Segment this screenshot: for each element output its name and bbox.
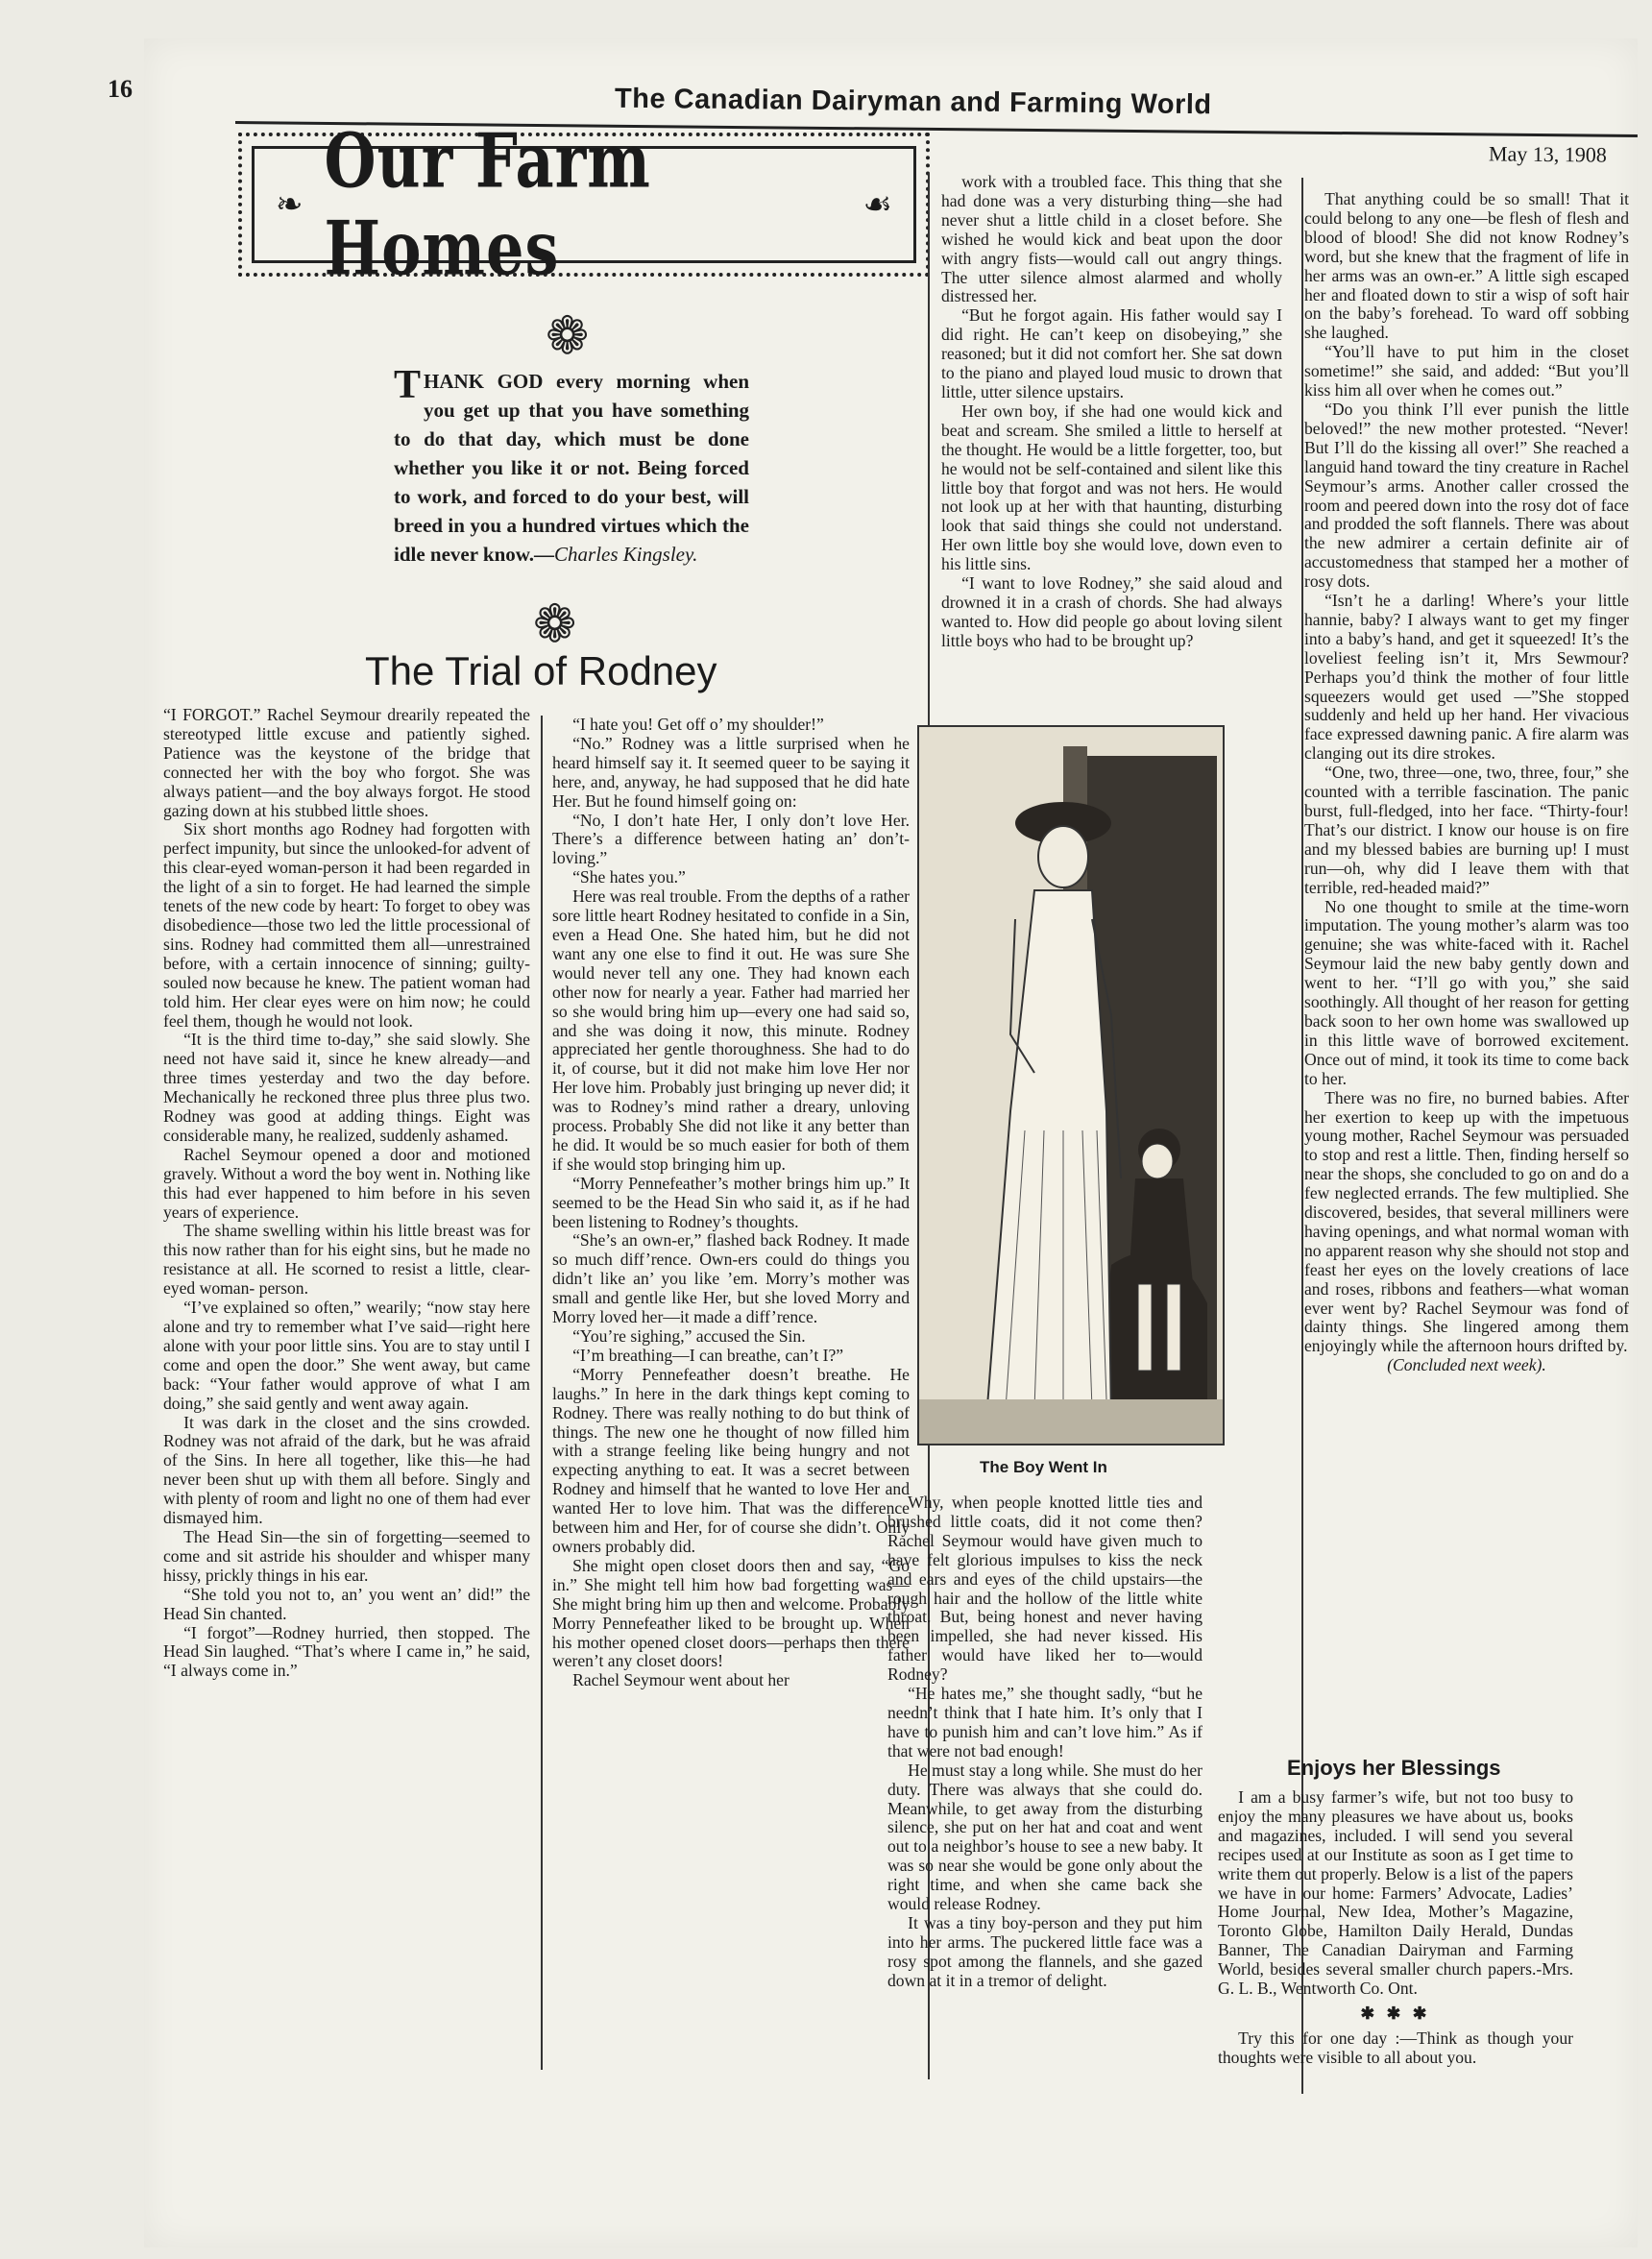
story-paragraph: “No.” Rodney was a little surprised when he heard himself say it. It seemed queer to be saying it here, and, anyway, he had supposed that he did hate Her. But he found himself going on:	[552, 733, 910, 811]
story-paragraph: “You’re sighing,” accused the Sin.	[572, 1326, 806, 1346]
story-paragraph: She might open closet doors then and say, “Go in.” She might tell him how bad forgetting was—She might bring him up then and welcome. Probably Morry Pennefeather liked to be brought up. When his mother opened closet doors—perhaps then there weren’t any closet doors!	[552, 1555, 910, 1671]
story-paragraph: The Head Sin—the sin of forgetting—seemed to come and sit astride his shoulder and whisper many hissy, prickly things in his ear.	[163, 1526, 530, 1585]
story-paragraph: “She hates you.”	[572, 867, 686, 887]
issue-date: May 13, 1908	[1488, 141, 1607, 167]
illustration-boy-went-in	[917, 725, 1225, 1445]
story-paragraph: It was a tiny boy-person and they put him into her arms. The puckered little face was a rosy spot among the flannels, and she gazed down at it in a tremor of delight.	[887, 1912, 1203, 1990]
story-paragraph: No one thought to smile at the time-worn imputation. The young mother’s alarm was too genuine; she was white-faced with it. Rachel Seymour laid the new baby gently down and went to her. “I’ll go with you,” she said soothingly. All thought of her reason for getting back soon to her own home was swallowed up in this little wave of borrowed excitement. Once out of mind, it took its time to come back to her.	[1304, 896, 1629, 1088]
section-title: Our Farm Homes	[324, 116, 651, 293]
story-paragraph: “No, I don’t hate Her, I only don’t love Her. There’s a difference between hating an’ don’t-loving.”	[552, 810, 910, 868]
story-paragraph: “One, two, three—one, two, three, four,” she counted with a terrible fascination. The panic burst, full-fledged, into her face. “Thirty-four! That’s our district. I know our house is on fire and my blessed babies are burning up! I must run—oh, why did I leave them with that terrible, red-headed maid?”	[1304, 763, 1629, 897]
story-paragraph: Why, when people knotted little ties and brushed little coats, did it not come then? Rachel Seymour would have given much to have felt glorious impulses to kiss the neck and ears and eyes of the child upstairs—the rough hair and the hollow of the little white throat. But, being honest and never having been impelled, she had never kissed. His father would have liked her to—would Rodney?	[887, 1493, 1203, 1685]
letter-paragraph: Try this for one day :—Think as though your thoughts were visible to all about you.	[1218, 2028, 1573, 2067]
woman-and-boy-illustration	[919, 727, 1225, 1445]
story-paragraph: That anything could be so small! That it could belong to any one—be flesh of flesh and blood of blood! She did not know Rodney’s word, but she knew that the fragment of life in her arms was an own-er.” A little sigh escaped her and floated down to stir a wisp of soft hair on the baby’s forehead. To ward off sobbing she laughed.	[1304, 189, 1629, 343]
story-paragraph: “I’m breathing—I can breathe, can’t I?”	[572, 1345, 844, 1365]
kingsley-quote	[394, 363, 749, 569]
story-column-2	[552, 716, 910, 1690]
quote-text: HANK GOD every morning when you get up that you have something to do that day, which must be done whether you like it or not. Being forced to work, and forced to do your best, will breed in you a hundred virtues which the idle never know.—	[394, 370, 749, 566]
story-paragraph: “Do you think I’ll ever punish the little beloved!” the new mother protested. “Never! But I’ll do the kissing all over!” She reached a languid hand toward the tiny creature in Rachel Seymour’s arms. Another caller crossed the room and peered down into the rosy dot of face and prodded the soft flannels. There was about the new admirer a certain definite air of accustomedness that stamped her a mother of rosy dots.	[1304, 399, 1629, 592]
wreath-icon: ❁	[533, 595, 577, 653]
story-paragraph: There was no fire, no burned babies. After her exertion to keep up with the impetuous young mother, Rachel Seymour was persuaded to stop and rest a little. Then, finding herself so near the shops, she concluded to go on and do a few neglected errands. The few multiplied. She discovered, besides, that several milliners were having openings, and what normal woman with no apparent reason why she should not stop and feast her eyes on the lovely creations of lace and roses, ribbons and feathers—what woman ever went by? Rachel Seymour was fond of dainty things. She lingered among them enjoyingly while the afternoon hours drifted by.	[1304, 1087, 1629, 1356]
story-paragraph: “Morry Pennefeather’s mother brings him up.” It seemed to be the Head Sin who said it, as if he had been listening to Rodney’s thoughts.	[552, 1173, 910, 1231]
story-paragraph: “Isn’t he a darling! Where’s your little hannie, baby? I always want to get my finger into a baby’s hand, and get it squeezed! It’s the loveliest feeling isn’t it, Mrs Sewmour? Perhaps you’d think the mother of four little squeezers would get used —”She stopped suddenly and held up her hand. Her vivacious face expressed dawning panic. A fire alarm was clanging out its dire strokes.	[1304, 591, 1629, 764]
story-paragraph: “He hates me,” she thought sadly, “but he needn’t think that I hate him. It’s only that I have to punish him and can’t love him.” As if that were not bad enough!	[887, 1684, 1203, 1761]
story-paragraph: “It is the third time to-day,” she said slowly. She need not have said it, since he knew already—and three times yesterday and two the day before. Mechanically he reckoned three plus three plus two. Rodney was good at adding things. Eight was considerable many, he realized, suddenly ashamed.	[163, 1030, 530, 1145]
story-paragraph: The shame swelling within his little breast was for this now rather than for his eight sins, but he made no resistance at all. He scorned to resist a little, clear-eyed woman- person.	[163, 1221, 530, 1299]
wreath-icon: ❁	[546, 307, 590, 365]
section-ornament: ✱ ✱ ✱	[1360, 2003, 1431, 2023]
story-column-1	[163, 706, 530, 1681]
story-paragraph: He must stay a long while. She must do her duty. There was always that she could do. Meanwhile, to get away from the disturbing silence, she put on her hat and coat and went out to a neighbor’s house to see a new baby. It was so near she would be gone only about the right time, and when she came back she would release Rodney.	[887, 1760, 1203, 1914]
concluded-note: (Concluded next week).	[1387, 1355, 1546, 1375]
fleuron-left-icon: ❧	[276, 187, 304, 223]
story-paragraph: “I want to love Rodney,” she said aloud and drowned it in a crash of chords. She had always wanted to. How did people go about loving silent little boys who had to be brought up?	[941, 573, 1282, 650]
quote-drop-cap: T	[394, 363, 422, 407]
story-paragraph: “She told you not to, an’ you went an’ did!” the Head Sin chanted.	[163, 1584, 530, 1623]
story-paragraph: “I FORGOT.” Rachel Seymour drearily repeated the stereotyped little excuse and patiently sighed. Patience was the keystone of the bridge that connected her with the boy who forgot. She was always patient—and the boy always forgot. He stood gazing down at his stubbed little shoes.	[163, 705, 530, 820]
illustration-caption: The Boy Went In	[980, 1458, 1107, 1476]
page-number: 16	[108, 75, 133, 103]
letter-body	[1218, 1788, 1573, 2068]
story-paragraph: “You’ll have to put him in the closet sometime!” she said, and added: “But you’ll kiss him all over when he comes out.”	[1304, 342, 1629, 401]
letter-paragraph: I am a busy farmer’s wife, but not too busy to enjoy the many pleasures we have about us, books and magazines, included. I will send you several recipes used at our Institute as soon as I get time to write them out properly. Below is a list of the papers we have in our home: Farmers’ Advocate, Ladies’ Home Journal, New Idea, Mother’s Magazine, Toronto Globe, Hamilton Daily Herald, Dundas Banner, The Canadian Dairyman and Farming World, besides several smaller church papers.-Mrs. G. L. B., Wentworth Co. Ont.	[1218, 1787, 1573, 1999]
masthead: The Canadian Dairyman and Farming World	[614, 83, 1212, 121]
story-column-3-top	[941, 173, 1282, 651]
story-paragraph: Her own boy, if she had one would kick and beat and scream. She smiled a little to herself at the thought. He would be a little forgetter, too, but he would not be self-contained and silent like this little boy that forgot and was not hers. He would not look up at her with that haunting, disturbing look that said things she could not understand. Her own little boy she would love, down even to his little sins.	[941, 401, 1282, 574]
story-paragraph: It was dark in the closet and the sins crowded. Rodney was not afraid of the dark, but he was afraid of the Sins. In here all together, like this—he had never been shut up with them all before. Singly and with plenty of room and light no one of them had ever dismayed him.	[163, 1412, 530, 1528]
section-banner	[238, 116, 930, 293]
story-paragraph: Six short months ago Rodney had forgotten with perfect impunity, but since the unlooked-for advent of this clear-eyed woman-person it had been regarded in the light of a sin to forget. He had learned the simple tenets of the new code by heart: To forget to obey was disobedience—those two led the little processional of sins. Rodney had committed them all—unrestrained before, with a certain innocence of sinning; guilty-souled now because he knew. The patient woman had told him. Her clear eyes were on him now; he could feel them, though he would not look.	[163, 819, 530, 1031]
fleuron-right-icon: ☙	[862, 187, 892, 223]
story-paragraph: “She’s an own-er,” flashed back Rodney. It made so much diff’rence. Own-ers could do things you didn’t like an’ you like ’em. Morry’s mother was small and gentle like Her, but she loved Morry and Morry loved her—it made a diff’rence.	[552, 1230, 910, 1327]
story-paragraph: Here was real trouble. From the depths of a rather sore little heart Rodney hesitated to confide in a Sin, even a Head One. She hated him, but he did not want any one else to find it out. He was sure She would never tell any one. They had known each other now for nearly a year. Father had married her so she would bring him up—every one had said so, and she was doing it now, this minute. Rodney appreciated her gentle thoroughness. She had to do it, of course, but it did not make him love Her nor Her love him. Probably just bringing up never did; it was to Rodney’s mind rather a dreary, unloving process. Probably She did not like it any better than he did. It would be so much easier for both of them if she would stop bringing him up.	[552, 887, 910, 1174]
quote-author: Charles Kingsley.	[554, 543, 698, 566]
story-paragraph: Rachel Seymour opened a door and motioned gravely. Without a word the boy went in. Nothing like this had ever happened to him before in his seven years of experience.	[163, 1144, 530, 1222]
story-paragraph: “But he forgot again. His father would say I did right. He can’t keep on disobeying,” she reasoned; but it did not comfort her. She sat down to the piano and played loud music to drown that little, utter silence upstairs.	[941, 305, 1282, 401]
story-paragraph: “I hate you! Get off o’ my shoulder!”	[572, 715, 824, 734]
story-paragraph: Rachel Seymour went about her	[572, 1670, 790, 1690]
column-divider	[541, 716, 543, 2070]
story-paragraph: “I forgot”—Rodney hurried, then stopped. The Head Sin laughed. “That’s where I came in,” he said, “I always come in.”	[163, 1622, 530, 1681]
story-paragraph: “I’ve explained so often,” wearily; “now stay here alone and try to remember what I’ve said—right here alone with your poor little sins. You are to stay until I come and open the door.” She went away, but came back: “Your father would approve of what I am doing,” she said gently and went away again.	[163, 1298, 530, 1413]
banner-frame	[252, 116, 916, 293]
story-column-3-bottom	[887, 1494, 1203, 1991]
letter-heading: Enjoys her Blessings	[1287, 1756, 1501, 1780]
story-title: The Trial of Rodney	[365, 648, 717, 693]
story-paragraph: “Morry Pennefeather doesn’t breathe. He laughs.” In here in the dark things kept coming to Rodney. There was really nothing to do but think of things. The new one he thought of now filled him with a strange feeling like being hungry and not expecting anything to eat. It was a secret between Rodney and himself that he wanted to love Her and wanted Her to love him. That was the difference between him and Her, for of course she didn’t. Only owners probably did.	[552, 1364, 910, 1556]
story-column-4	[1304, 190, 1629, 1375]
story-paragraph: work with a troubled face. This thing that she had done was a very disturbing thing—she had never shut a little child in a closet before. She wished he would kick and beat upon the door with angry fists—would call out angry things. The utter silence almost alarmed and wholly distressed her.	[941, 172, 1282, 306]
